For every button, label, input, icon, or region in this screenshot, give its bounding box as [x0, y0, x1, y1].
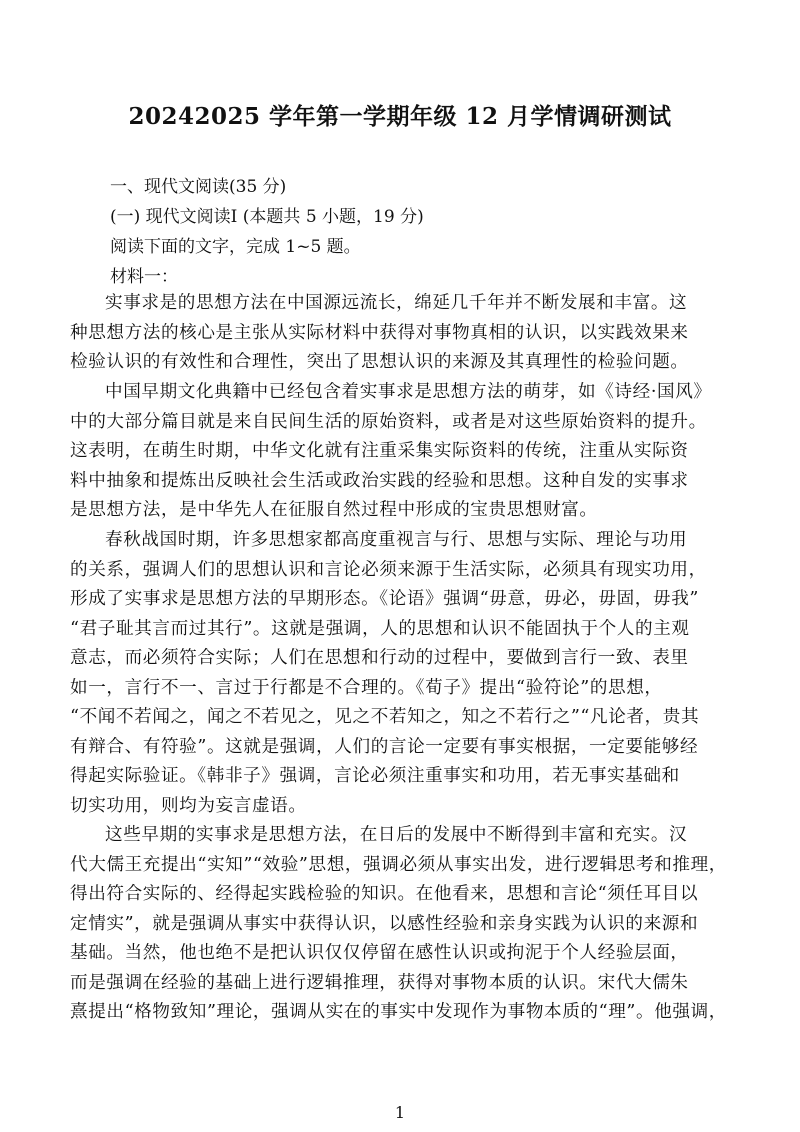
text-line: 实事求是的思想方法在中国源远流长，绵延几千年并不断发展和丰富。这: [105, 293, 688, 313]
text-line: 意志，而必须符合实际；人们在思想和行动的过程中，要做到言行一致、表里: [70, 648, 689, 668]
exam-title: 20242025 学年第一学期年级 12 月学情调研测试: [128, 103, 672, 130]
paragraph-2: [70, 378, 735, 526]
text-line: 而是强调在经验的基础上进行逻辑推理，获得对事物本质的认识。宋代大儒朱: [70, 972, 689, 993]
text-line: 得出符合实际的、经得起实践检验的知识。在他看来，思想和言论“须任耳目以: [70, 884, 699, 904]
paragraph-1: [70, 289, 735, 378]
text-line: 中的大部分篇目就是来自民间生活的原始资料，或者是对这些原始资料的提升。: [70, 411, 707, 432]
text-line: 代大儒王充提出“实知”“效验”思想，强调必须从事实出发，进行逻辑思考和推理，: [70, 854, 727, 875]
section-heading: 一、现代文阅读(35 分): [110, 177, 287, 197]
text-line: 基础。当然，他也绝不是把认识仅仅停留在感性认识或拘泥于个人经验层面，: [70, 943, 689, 963]
subsection-heading: (一) 现代文阅读I (本题共 5 小题，19 分): [110, 207, 424, 227]
text-line: 是思想方法，是中华先人在征服自然过程中形成的宝贵思想财富。: [70, 500, 598, 520]
text-line: 如一，言行不一、言过于行都是不合理的。《荀子》提出“验符论”的思想，: [70, 677, 663, 698]
text-line: 检验认识的有效性和合理性，突出了思想认识的来源及其真理性的检验问题。: [70, 352, 689, 372]
paragraph-3: [70, 526, 735, 821]
text-line: 这些早期的实事求是思想方法，在日后的发展中不断得到丰富和充实。汉: [105, 825, 688, 845]
text-line: “君子耻其言而过其行”。这就是强调，人的思想和认识不能固执于个人的主观: [70, 618, 690, 639]
text-line: 定情实”，就是强调从事实中获得认识，以感性经验和亲身实践为认识的来源和: [70, 913, 699, 934]
material-label: 材料一：: [110, 267, 178, 287]
page-number: 1: [394, 1103, 406, 1122]
text-line: 料中抽象和提炼出反映社会生活或政治实践的经验和思想。这种自发的实事求: [70, 470, 689, 491]
text-line: “不闻不若闻之，闻之不若见之，见之不若知之，知之不若行之”“凡论者，贵其: [70, 707, 700, 727]
text-line: 春秋战国时期，许多思想家都高度重视言与行、思想与实际、理论与功用: [105, 530, 688, 550]
text-line: 这表明，在萌生时期，中华文化就有注重采集实际资料的传统，注重从实际资: [70, 441, 689, 461]
text-line: 的关系，强调人们的思想认识和言论必须来源于生活实际，必须具有现实功用，: [70, 559, 707, 580]
text-line: 有辩合、有符验”。这就是强调，人们的言论一定要有事实根据，一定要能够经: [70, 736, 699, 757]
text-line: 种思想方法的核心是主张从实际材料中获得对事物真相的认识，以实践效果来: [70, 322, 689, 343]
paragraph-4: [70, 821, 735, 1028]
reading-instruction: 阅读下面的文字，完成 1~5 题。: [110, 237, 361, 257]
text-line: 切实功用，则均为妄言虚语。: [70, 795, 307, 816]
text-line: 形成了实事求是思想方法的早期形态。《论语》强调“毋意，毋必，毋固，毋我”: [70, 589, 699, 609]
text-line: 中国早期文化典籍中已经包含着实事求是思想方法的萌芽，如《诗经·国风》: [105, 382, 712, 402]
text-line: 熹提出“格物致知”理论，强调从实在的事实中发现作为事物本质的“理”。他强调，: [70, 1002, 727, 1022]
text-line: 得起实际验证。《韩非子》强调，言论必须注重事实和功用，若无事实基础和: [70, 766, 680, 786]
